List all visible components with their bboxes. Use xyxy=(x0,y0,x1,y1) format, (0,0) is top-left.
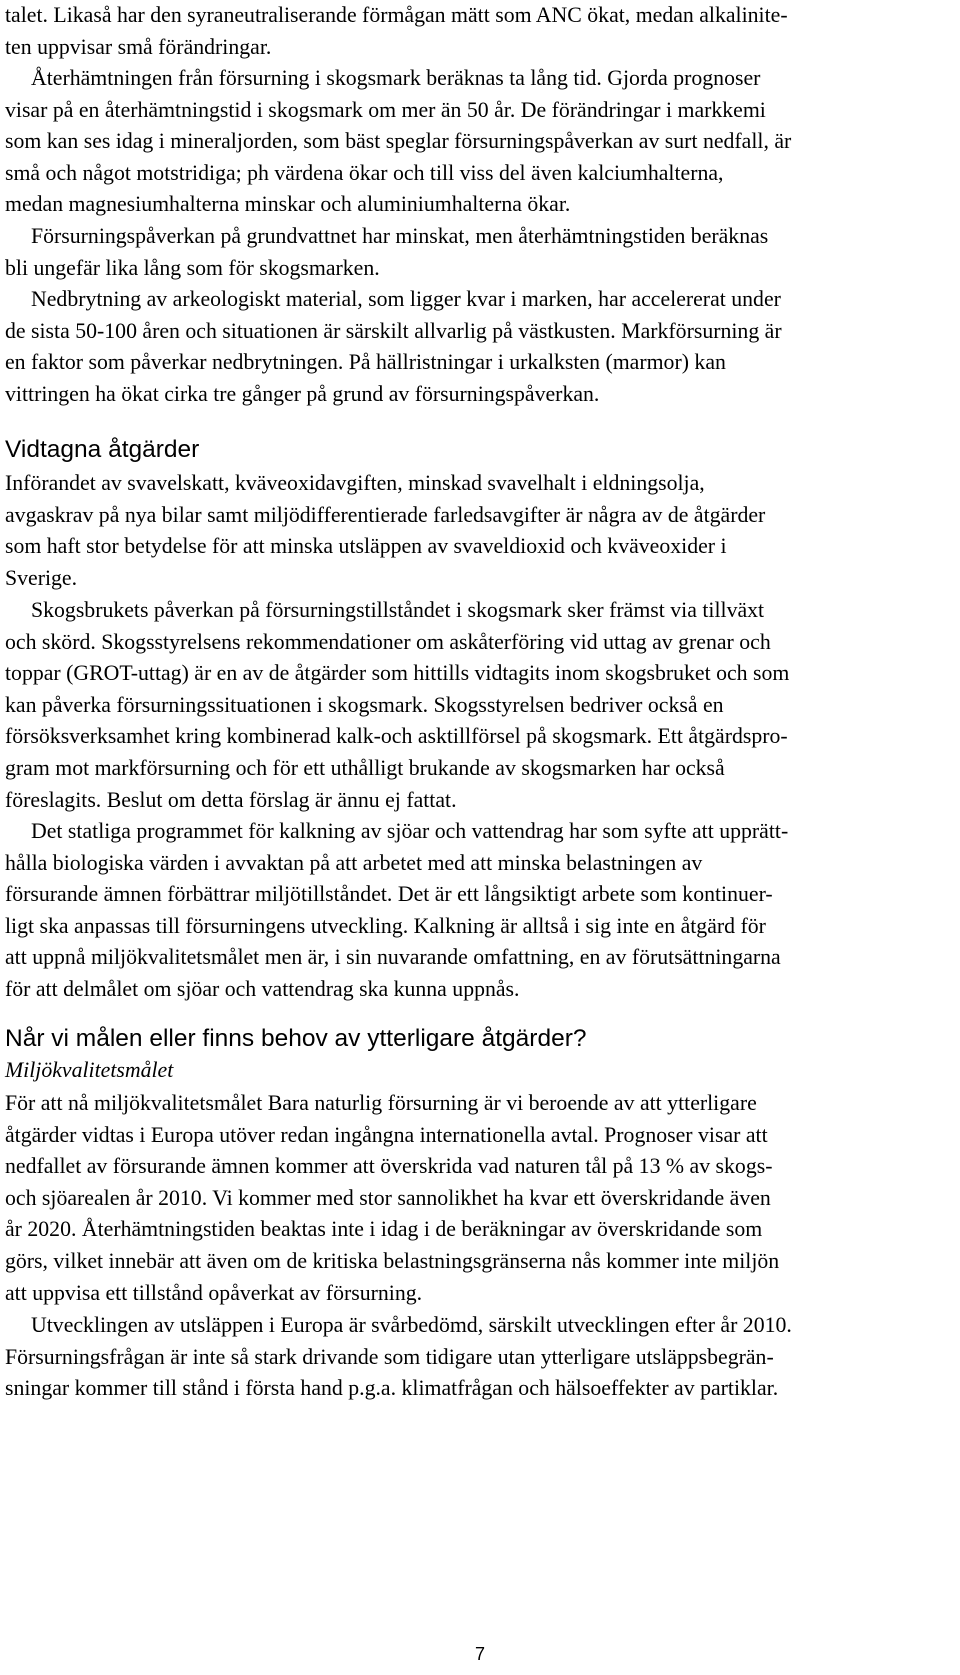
page-number: 7 xyxy=(474,1644,485,1664)
text-line: medan magnesiumhalterna minskar och aluminiumhalterna ökar. xyxy=(5,192,571,217)
text-line: Nedbrytning av arkeologiskt material, som ligger kvar i marken, har accelererat under xyxy=(31,287,781,311)
paragraph-goal xyxy=(5,1088,779,1309)
text-line: att uppvisa ett tillstånd opåverkat av försurning. xyxy=(5,1280,423,1305)
text-line: och sjöarealen år 2010. Vi kommer med stor sannolikhet ha kvar ett överskridande även xyxy=(5,1185,771,1210)
text-line: för att delmålet om sjöar och vattendrag ska kunna uppnås. xyxy=(5,976,520,1001)
paragraph-taxes xyxy=(5,468,765,594)
paragraph-forestry xyxy=(5,595,789,816)
text-line: vittringen ha ökat cirka tre gånger på grund av försurningspåverkan. xyxy=(5,381,600,406)
text-line: nedfallet av försurande ämnen kommer att överskrida vad naturen tål på 13 % av skogs- xyxy=(5,1154,773,1179)
paragraph-recovery xyxy=(5,63,791,221)
text-line: små och något motstridiga; ph värdena ökar och till viss del även kalciumhalterna, xyxy=(5,160,724,185)
paragraph-liming xyxy=(5,816,788,1006)
text-line: toppar (GROT-uttag) är en av de åtgärder som hittills vidtagits inom skogsbruket och som xyxy=(5,661,790,686)
text-line: ten uppvisar små förändringar. xyxy=(5,34,272,59)
text-line: talet. Likaså har den syraneutraliserande förmågan mätt som ANC ökat, medan alkalinite- xyxy=(5,3,788,27)
text-line: försurande ämnen förbättrar miljötillståndet. Det är ett långsiktigt arbete som kontinuer- xyxy=(5,882,773,907)
text-line: För att nå miljökvalitetsmålet Bara naturlig försurning är vi beroende av att ytterligare xyxy=(5,1091,757,1115)
paragraph-archaeology xyxy=(5,284,782,410)
text-line: gram mot markförsurning och för ett uthålligt brukande av skogsmarken har också xyxy=(5,755,725,780)
text-line: och skörd. Skogsstyrelsens rekommendationer om askåterföring vid uttag av grenar och xyxy=(5,629,771,654)
text-line: som kan ses idag i mineraljorden, som bäst speglar försurningspåverkan av surt nedfall, är xyxy=(5,129,792,154)
text-line: Det statliga programmet för kalkning av sjöar och vattendrag har som syfte att upprätt- xyxy=(31,819,789,843)
text-line: Skogsbrukets påverkan på försurningstillståndet i skogsmark sker främst via tillväxt xyxy=(31,598,765,622)
text-line: Försurningspåverkan på grundvattnet har minskat, men återhämtningstiden beräknas xyxy=(31,224,769,248)
paragraph-anc xyxy=(5,0,788,63)
text-line: Införandet av svavelskatt, kväveoxidavgiften, minskad svavelhalt i eldningsolja, xyxy=(5,471,705,495)
section-heading-goals: Når vi målen eller finns behov av ytterligare åtgärder? xyxy=(5,1025,587,1052)
text-line: hålla biologiska värden i avvaktan på att arbetet med att minska belastningen av xyxy=(5,850,703,875)
text-line: bli ungefär lika lång som för skogsmarken. xyxy=(5,255,380,280)
text-line: Sverige. xyxy=(5,565,78,590)
text-line: görs, vilket innebär att även om de kritiska belastningsgränserna nås kommer inte miljön xyxy=(5,1248,780,1273)
text-line: som haft stor betydelse för att minska utsläppen av svaveldioxid och kväveoxider i xyxy=(5,534,727,559)
text-line: att uppnå miljökvalitetsmålet men är, i sin nuvarande omfattning, en av förutsättningarna xyxy=(5,945,781,970)
text-line: åtgärder vidtas i Europa utöver redan ingångna internationella avtal. Prognoser visar att xyxy=(5,1122,768,1147)
text-line: visar på en återhämtningstid i skogsmark om mer än 50 år. De förändringar i markkemi xyxy=(5,97,766,122)
text-line: Försurningsfrågan är inte så stark drivande som tidigare utan ytterligare utsläppsbegrän- xyxy=(5,1344,774,1369)
text-line: Återhämtningen från försurning i skogsmark beräknas ta lång tid. Gjorda prognoser xyxy=(31,66,761,90)
paragraph-emissions-europe xyxy=(5,1310,792,1405)
subheading-environmental-goal: Miljökvalitetsmålet xyxy=(5,1058,174,1082)
text-line: föreslagits. Beslut om detta förslag är ännu ej fattat. xyxy=(5,787,457,812)
text-line: ligt ska anpassas till försurningens utveckling. Kalkning är alltså i sig inte en åtgärd för xyxy=(5,913,766,938)
section-heading-measures: Vidtagna åtgärder xyxy=(5,436,200,463)
paragraph-groundwater xyxy=(5,221,768,284)
text-line: avgaskrav på nya bilar samt miljödifferentierade farledsavgifter är några av de åtgärder xyxy=(5,502,766,527)
text-line: Utvecklingen av utsläppen i Europa är svårbedömd, särskilt utvecklingen efter år 2010. xyxy=(31,1313,792,1337)
text-line: sningar kommer till stånd i första hand p.g.a. klimatfrågan och hälsoeffekter av partiklar. xyxy=(5,1376,779,1401)
text-line: försöksverksamhet kring kombinerad kalk-och asktillförsel på skogsmark. Ett åtgärdspro- xyxy=(5,724,788,749)
text-line: de sista 50-100 åren och situationen är särskilt allvarlig på västkusten. Markförsurning är xyxy=(5,318,782,343)
text-line: år 2020. Återhämtningstiden beaktas inte i idag i de beräkningar av överskridande som xyxy=(5,1217,763,1242)
text-line: kan påverka försurningssituationen i skogsmark. Skogsstyrelsen bedriver också en xyxy=(5,692,724,717)
text-line: en faktor som påverkar nedbrytningen. På hällristningar i urkalksten (marmor) kan xyxy=(5,350,726,375)
